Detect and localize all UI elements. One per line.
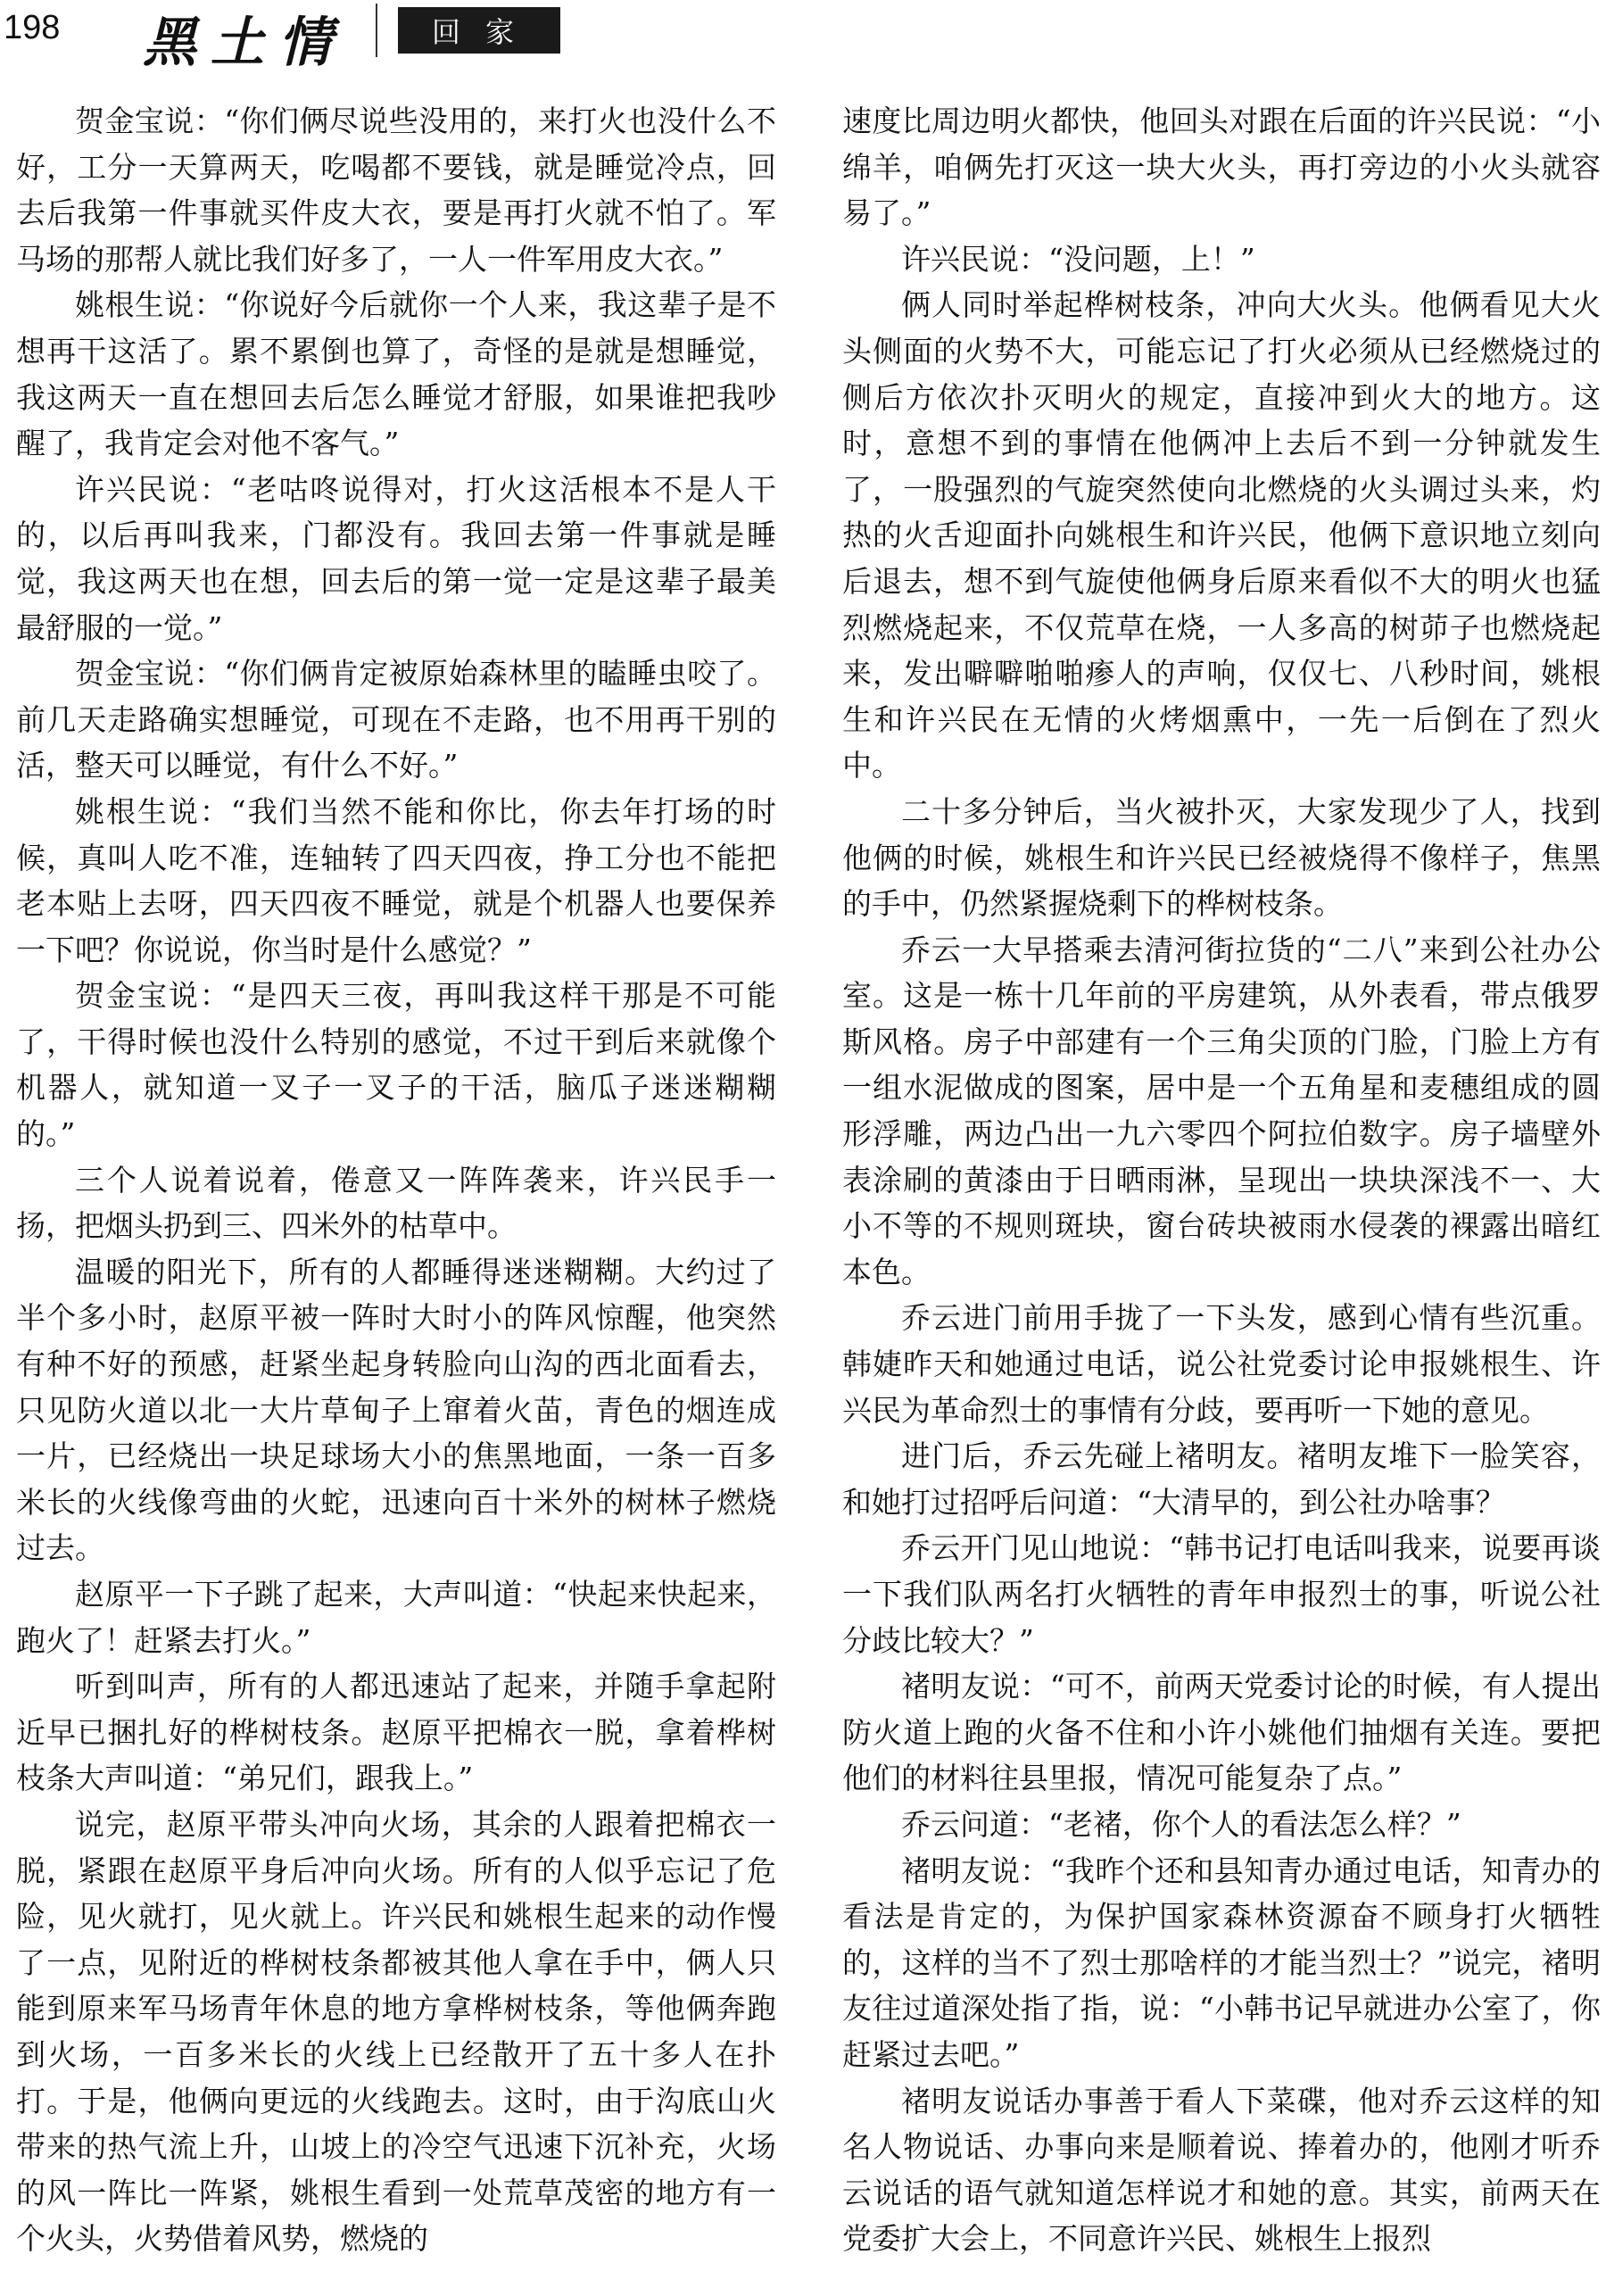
right-column <box>842 98 1601 2262</box>
paragraph: 三个人说着说着，倦意又一阵阵袭来，许兴民手一扬，把烟头扔到三、四米外的枯草中。 <box>16 1162 776 1244</box>
paragraph: 褚明友说：“我昨个还和县知青办通过电话，知青办的看法是肯定的，为保护国家森林资源奋不顾身打火牺牲的，这样的当不了烈士那啥样的才能当烈士？”说完，褚明友往过道深处指了指，说：“小韩书记早就进办公室了，你赶紧过去吧。” <box>842 1853 1601 2072</box>
paragraph: 进门后，乔云先碰上褚明友。褚明友堆下一脸笑容，和她打过招呼后问道：“大清早的，到公社办啥事？ <box>842 1438 1601 1520</box>
paragraph: 俩人同时举起桦树枝条，冲向大火头。他俩看见大火头侧面的火势不大，可能忘记了打火必须从已经燃烧过的侧后方依次扑灭明火的规定，直接冲到火大的地方。这时，意想不到的事情在他俩冲上去后不到一分钟就发生了，一股强烈的气旋突然使向北燃烧的火头调过头来，灼热的火舌迎面扑向姚根生和许兴民，他俩下意识地立刻向后退去，想不到气旋使他俩身后原来看似不大的明火也猛烈燃烧起来，不仅荒草在烧，一人多高的树茆子也燃烧起来，发出噼噼啪啪瘆人的声响，仅仅七、八秒时间，姚根生和许兴民在无情的火烤烟熏中，一先一后倒在了烈火中。 <box>842 287 1601 783</box>
paragraph-continued: 速度比周边明火都快，他回头对跟在后面的许兴民说：“小绵羊，咱俩先打灭这一块大火头，再打旁边的小火头就容易了。” <box>842 104 1601 231</box>
paragraph: 乔云开门见山地说：“韩书记打电话叫我来，说要再谈一下我们队两名打火牺牲的青年申报烈士的事，听说公社分歧比较大？” <box>842 1530 1601 1658</box>
paragraph: 许兴民说：“老咕咚说得对，打火这活根本不是人干的，以后再叫我来，门都没有。我回去第一件事就是睡觉，我这两天也在想，回去后的第一觉一定是这辈子最美最舒服的一觉。” <box>16 471 776 645</box>
magazine-logo: 黑土情 <box>143 12 346 74</box>
left-column <box>16 98 776 2262</box>
paragraph: 贺金宝说：“你们俩肯定被原始森林里的瞌睡虫咬了。前几天走路确实想睡觉，可现在不走路，也不用再干别的活，整天可以睡觉，有什么不好。” <box>16 656 776 783</box>
paragraph: 二十多分钟后，当火被扑灭，大家发现少了人，找到他俩的时候，姚根生和许兴民已经被烧得不像样子，焦黑的手中，仍然紧握烧剩下的桦树枝条。 <box>842 793 1601 922</box>
paragraph: 温暖的阳光下，所有的人都睡得迷迷糊糊。大约过了半个多小时，赵原平被一阵时大时小的阵风惊醒，他突然有种不好的预感，赶紧坐起身转脸向山沟的西北面看去，只见防火道以北一大片草甸子上窜着火苗，青色的烟连成一片，已经烧出一块足球场大小的焦黑地面，一条一百多米长的火线像弯曲的火蛇，迅速向百十米外的树林子燃烧过去。 <box>16 1254 776 1566</box>
paragraph: 褚明友说：“可不，前两天党委讨论的时候，有人提出防火道上跑的火备不住和小许小姚他们抽烟有关连。要把他们的材料往县里报，情况可能复杂了点。” <box>842 1669 1601 1796</box>
paragraph: 褚明友说话办事善于看人下菜碟，他对乔云这样的知名人物说话、办事向来是顺着说、捧着办的，他刚才听乔云说话的语气就知道怎样说才和她的意。其实，前两天在党委扩大会上，不同意许兴民、姚根生上报烈 <box>842 2083 1601 2257</box>
paragraph: 乔云问道：“老褚，你个人的看法怎么样？” <box>901 1806 1461 1842</box>
paragraph: 乔云一大早搭乘去清河街拉货的“二八”来到公社办公室。这是一栋十几年前的平房建筑，从外表看，带点俄罗斯风格。房子中部建有一个三角尖顶的门脸，门脸上方有一组水泥做成的图案，居中是一个五角星和麦穗组成的圆形浮雕，两边凸出一九六零四个阿拉伯数字。房子墙壁外表涂刷的黄漆由于日晒雨淋，呈现出一块块深浅不一、大小不等的不规则斑块，窗台砖块被雨水侵袭的裸露出暗红本色。 <box>842 932 1601 1289</box>
paragraph: 贺金宝说：“是四天三夜，再叫我这样干那是不可能了，干得时候也没什么特别的感觉，不过干到后来就像个机器人，就知道一叉子一叉子的干活，脑瓜子迷迷糊糊的。” <box>16 978 776 1152</box>
paragraph: 听到叫声，所有的人都迅速站了起来，并随手拿起附近早已捆扎好的桦树枝条。赵原平把棉衣一脱，拿着桦树枝条大声叫道：“弟兄们，跟我上。” <box>16 1669 776 1796</box>
paragraph: 说完，赵原平带头冲向火场，其余的人跟着把棉衣一脱，紧跟在赵原平身后冲向火场。所有的人似乎忘记了危险，见火就打，见火就上。许兴民和姚根生起来的动作慢了一点，见附近的桦树枝条都被其他人拿在手中，俩人只能到原来军马场青年休息的地方拿桦树枝条，等他俩奔跑到火场，一百多米长的火线上已经散开了五十多人在扑打。于是，他俩向更远的火线跑去。这时，由于沟底山火带来的热气流上升，山坡上的冷空气迅速下沉补充，火场的风一阵比一阵紧，姚根生看到一处荒草茂密的地方有一个火头，火势借着风势，燃烧的 <box>16 1806 776 2257</box>
paragraph: 贺金宝说：“你们俩尽说些没用的，来打火也没什么不好，工分一天算两天，吃喝都不要钱，就是睡觉冷点，回去后我第一件事就买件皮大衣，要是再打火就不怕了。军马场的那帮人就比我们好多了，一人一件军用皮大衣。” <box>16 104 776 277</box>
header-divider <box>376 4 377 57</box>
paragraph: 姚根生说：“你说好今后就你一个人来，我这辈子是不想再干这活了。累不累倒也算了，奇怪的是就是想睡觉，我这两天一直在想回去后怎么睡觉才舒服，如果谁把我吵醒了，我肯定会对他不客气。” <box>16 287 776 461</box>
page-header <box>0 0 1606 80</box>
paragraph: 许兴民说：“没问题，上！” <box>901 241 1255 277</box>
page-number: 198 <box>4 9 61 46</box>
paragraph: 乔云进门前用手拢了一下头发，感到心情有些沉重。韩婕昨天和她通过电话，说公社党委讨论申报姚根生、许兴民为革命烈士的事情有分歧，要再听一下她的意见。 <box>842 1300 1601 1428</box>
paragraph: 赵原平一下子跳了起来，大声叫道：“快起来快起来，跑火了！赶紧去打火。” <box>16 1577 776 1658</box>
section-tag: 回家 <box>398 7 560 54</box>
paragraph: 姚根生说：“我们当然不能和你比，你去年打场的时候，真叫人吃不准，连轴转了四天四夜，挣工分也不能把老本贴上去呀，四天四夜不睡觉，就是个机器人也要保养一下吧？你说说，你当时是什么感觉？” <box>16 793 776 967</box>
